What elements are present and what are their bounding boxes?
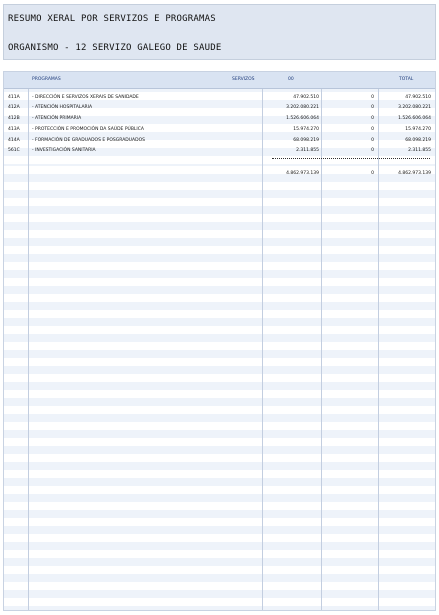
program-code: 412A bbox=[8, 105, 20, 110]
amount-servizo-blank: 0 bbox=[371, 127, 374, 132]
table-row bbox=[4, 125, 435, 134]
summary-table bbox=[3, 71, 436, 611]
program-description: - FORMACIÓN DE GRADUADOS E POSGRADUADOS bbox=[32, 138, 145, 143]
header-programas: PROGRAMAS bbox=[32, 77, 61, 82]
program-description: - PROTECCIÓN E PROMOCIÓN DA SAÚDE PÚBLICA bbox=[32, 127, 144, 132]
table-row bbox=[4, 146, 435, 155]
table-row bbox=[4, 103, 435, 112]
total-servizo-blank: 0 bbox=[371, 171, 374, 176]
amount-servizo-00: 2.311.855 bbox=[296, 148, 319, 153]
header-servizos: SERVIZOS bbox=[232, 77, 255, 82]
program-code: 413A bbox=[8, 127, 20, 132]
amount-servizo-00: 3.202.080.221 bbox=[286, 105, 319, 110]
amount-servizo-00: 15.974.270 bbox=[293, 127, 319, 132]
table-header bbox=[4, 72, 435, 89]
report-header bbox=[3, 4, 436, 60]
table-row bbox=[4, 93, 435, 102]
amount-servizo-blank: 0 bbox=[371, 116, 374, 121]
amount-servizo-00: 68.098.219 bbox=[293, 138, 319, 143]
report-title: RESUMO XERAL POR SERVIZOS E PROGRAMAS bbox=[8, 14, 216, 24]
program-description: - DIRECCIÓN E SERVIZOS XERAIS DE SANIDADE bbox=[32, 95, 139, 100]
amount-total: 47.902.510 bbox=[405, 95, 431, 100]
program-description: - ATENCIÓN HOSPITALARIA bbox=[32, 105, 93, 110]
program-code: 414A bbox=[8, 138, 20, 143]
amount-total: 15.974.270 bbox=[405, 127, 431, 132]
program-description: - INVESTIGACIÓN SANITARIA bbox=[32, 148, 96, 153]
amount-servizo-blank: 0 bbox=[371, 95, 374, 100]
organism-label: ORGANISMO - 12 SERVIZO GALEGO DE SAUDE bbox=[8, 43, 222, 53]
header-total: TOTAL bbox=[399, 77, 414, 82]
totals-row bbox=[4, 169, 435, 178]
table-row bbox=[4, 114, 435, 123]
amount-total: 2.311.855 bbox=[408, 148, 431, 153]
subtotal-rule bbox=[272, 158, 430, 159]
program-code: 561C bbox=[8, 148, 20, 153]
amount-servizo-00: 1.526.606.064 bbox=[286, 116, 319, 121]
amount-total: 68.098.219 bbox=[405, 138, 431, 143]
amount-servizo-blank: 0 bbox=[371, 105, 374, 110]
amount-servizo-blank: 0 bbox=[371, 148, 374, 153]
total-servizo-00: 4.862.973.139 bbox=[286, 171, 319, 176]
amount-servizo-blank: 0 bbox=[371, 138, 374, 143]
table-row bbox=[4, 136, 435, 145]
header-servizo-00: 00 bbox=[288, 77, 294, 82]
program-description: - ATENCIÓN PRIMARIA bbox=[32, 116, 82, 121]
amount-servizo-00: 47.902.510 bbox=[293, 95, 319, 100]
amount-total: 1.526.606.064 bbox=[398, 116, 431, 121]
program-code: 412B bbox=[8, 116, 20, 121]
amount-total: 3.202.080.221 bbox=[398, 105, 431, 110]
grand-total: 4.862.973.139 bbox=[398, 171, 431, 176]
program-code: 411A bbox=[8, 95, 20, 100]
